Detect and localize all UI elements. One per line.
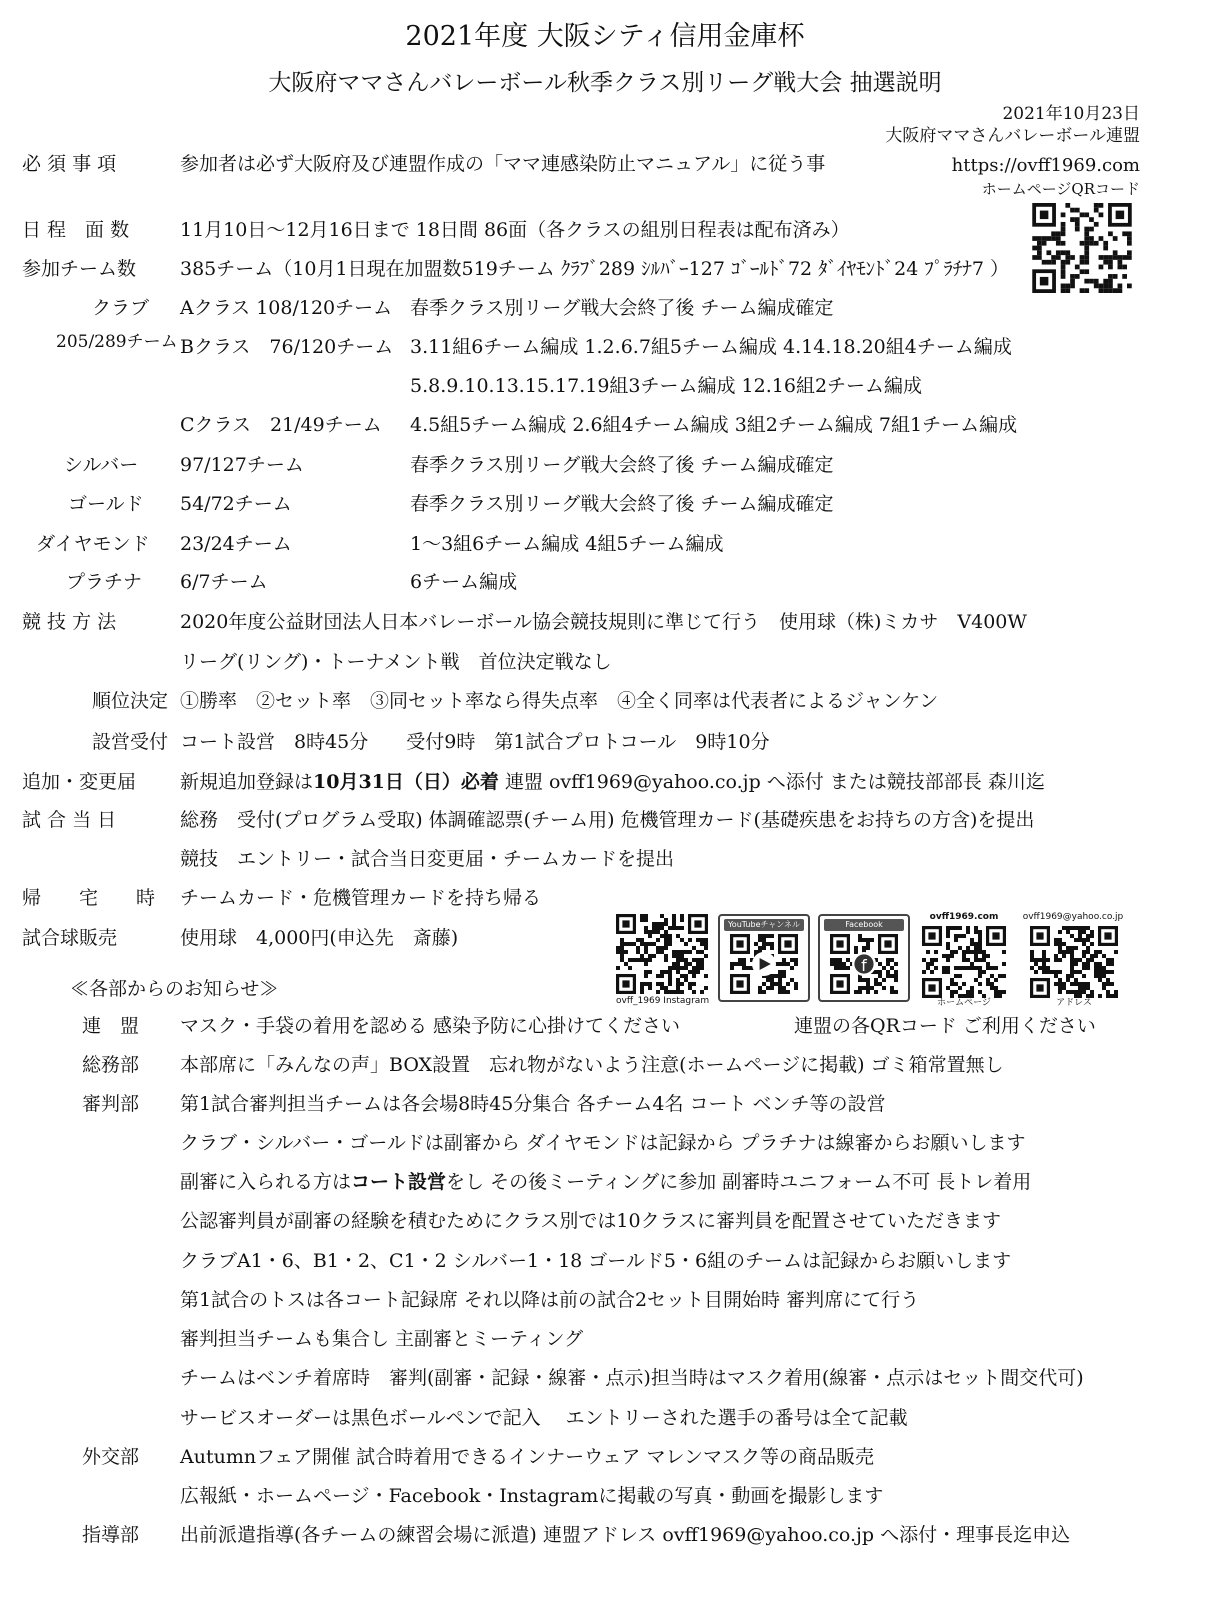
homepage-qr-code-2[interactable] [922, 926, 1006, 998]
b-class: Bクラス 76/120チーム [180, 336, 394, 358]
issue-date: 2021年10月23日 [1002, 104, 1140, 124]
notice-header: ≪各部からのお知らせ≫ [70, 978, 279, 1000]
additions-text: 新規追加登録は10月31日（日）必着 連盟 ovff1969@yahoo.co.jp へ添付 または競技部部長 森川迄 [180, 771, 1045, 793]
b-class-detail-1: 3.11組6チーム編成 1.2.6.7組5チーム編成 4.14.18.20組4チーム編成 [410, 336, 1012, 358]
required-text: 参加者は必ず大阪府及び連盟作成の「ママ連感染防止マニュアル」に従う事 [180, 153, 826, 175]
page-subtitle: 大阪府ママさんバレーボール秋季クラス別リーグ戦大会 抽選説明 [268, 70, 942, 96]
coaching-text: 出前派遣指導(各チームの練習会場に派遣) 連盟アドレス ovff1969@yahoo.co.jp へ添付・理事長迄申込 [180, 1524, 1071, 1546]
referee-line-7: 審判担当チームも集合し 主副審とミーティング [180, 1328, 584, 1350]
method-line-2: リーグ(リング)・トーナメント戦 首位決定戦なし [180, 651, 612, 673]
page-title: 2021年度 大阪シティ信用金庫杯 [405, 21, 805, 52]
matchday-line-1: 総務 受付(プログラム受取) 体調確認票(チーム用) 危機管理カード(基礎疾患をお持ちの方含)を提出 [180, 809, 1035, 831]
additions-label: 追加・変更届 [22, 771, 137, 793]
setup-label: 設営受付 [92, 731, 169, 753]
required-label: 必 須 事 項 [22, 153, 117, 175]
teams-text: 385チーム（10月1日現在加盟数519チーム ｸﾗﾌﾞ289 ｼﾙﾊﾞｰ127 ｺﾞｰﾙﾄﾞ72 ﾀﾞｲﾔﾓﾝﾄﾞ24 ﾌﾟﾗﾁﾅ7 ） [180, 258, 1010, 280]
homepage-qr-code[interactable] [1032, 203, 1132, 293]
referee-line-1: 第1試合審判担当チームは各会場8時45分集合 各チーム4名 コート ベンチ等の設営 [180, 1093, 886, 1115]
referee-line-5: クラブA1・6、B1・2、C1・2 シルバー1・18 ゴールド5・6組のチームは記録からお願いします [180, 1250, 1012, 1272]
external-line-1: Autumnフェア開催 試合時着用できるインナーウェア マレンマスク等の商品販売 [180, 1446, 874, 1468]
a-class: Aクラス 108/120チーム [180, 297, 393, 319]
return-text: チームカード・危機管理カードを持ち帰る [180, 887, 542, 909]
facebook-head: Facebook [824, 919, 904, 931]
instagram-caption: ovff_1969 Instagram [616, 996, 710, 1006]
facebook-qr-card[interactable] [818, 914, 910, 1002]
teams-label: 参加チーム数 [22, 258, 137, 280]
ball-sales-label: 試合球販売 [22, 927, 118, 949]
coaching-label: 指導部 [82, 1524, 140, 1546]
federation-qr-text: 連盟の各QRコード ご利用ください [794, 1015, 1096, 1037]
qr-caption: ホームページQRコード [981, 180, 1140, 198]
diamond-detail: 1～3組6チーム編成 4組5チーム編成 [410, 533, 724, 555]
matchday-label: 試 合 当 日 [22, 809, 117, 831]
platinum-label: プラチナ [66, 571, 143, 593]
diamond-label: ダイヤモンド [36, 533, 150, 555]
federation-text: マスク・手袋の着用を認める 感染予防に心掛けてください [180, 1015, 681, 1037]
silver-detail: 春季クラス別リーグ戦大会終了後 チーム編成確定 [410, 454, 834, 476]
referee-line-9: サービスオーダーは黒色ボールペンで記入 エントリーされた選手の番号は全て記載 [180, 1407, 908, 1429]
ball-sales-text: 使用球 4,000円(申込先 斎藤) [180, 927, 459, 949]
general-affairs-text: 本部席に「みんなの声」BOX設置 忘れ物がないよう注意(ホームページに掲載) ゴミ箱常置無し [180, 1054, 1004, 1076]
website-url[interactable]: https://ovff1969.com [951, 155, 1140, 176]
general-affairs-label: 総務部 [82, 1054, 140, 1076]
svg-text:f: f [861, 956, 867, 976]
referee-label: 審判部 [82, 1093, 140, 1115]
gold-detail: 春季クラス別リーグ戦大会終了後 チーム編成確定 [410, 493, 834, 515]
mail-qr-code[interactable] [1030, 926, 1118, 998]
method-label: 競 技 方 法 [22, 611, 117, 633]
b-class-detail-2: 5.8.9.10.13.15.17.19組3チーム編成 12.16組2チーム編成 [410, 375, 923, 397]
referee-line-8: チームはベンチ着席時 審判(副審・記録・線審・点示)担当時はマスク着用(線審・点示はセット間交代可) [180, 1367, 1084, 1389]
gold-count: 54/72チーム [180, 493, 292, 515]
diamond-count: 23/24チーム [180, 533, 292, 555]
schedule-text: 11月10日～12月16日まで 18日間 86面（各クラスの組別日程表は配布済み） [180, 219, 850, 241]
a-class-detail: 春季クラス別リーグ戦大会終了後 チーム編成確定 [410, 297, 834, 319]
youtube-head: YouTubeチャンネル [724, 919, 804, 931]
c-class: Cクラス 21/49チーム [180, 414, 382, 436]
referee-line-2: クラブ・シルバー・ゴールドは副審から ダイヤモンドは記録から プラチナは線審からお願いします [180, 1132, 1026, 1154]
silver-label: シルバー [64, 454, 139, 476]
platinum-detail: 6チーム編成 [410, 571, 518, 593]
homepage-qr-caption: ホームページ [937, 998, 991, 1008]
youtube-qr-card[interactable] [718, 914, 810, 1002]
ranking-text: ①勝率 ②セット率 ③同セット率なら得失点率 ④全く同率は代表者によるジャンケン [180, 690, 939, 712]
matchday-line-2: 競技 エントリー・試合当日変更届・チームカードを提出 [180, 848, 675, 870]
referee-line-6: 第1試合のトスは各コート記録席 それ以降は前の試合2セット目開始時 審判席にて行う [180, 1289, 920, 1311]
method-line-1: 2020年度公益財団法人日本バレーボール協会競技規則に準じて行う 使用球（株)ミカサ V400W [180, 611, 1027, 633]
deadline-date: 10月31日（日）必着 [313, 771, 499, 793]
mail-qr-caption: アドレス [1056, 998, 1092, 1008]
mail-qr-head: ovff1969@yahoo.co.jp [1022, 912, 1124, 922]
c-class-detail: 4.5組5チーム編成 2.6組4チーム編成 3組2チーム編成 7組1チーム編成 [410, 414, 1018, 436]
club-label: クラブ [92, 297, 150, 319]
federation-label: 連 盟 [82, 1015, 140, 1037]
platinum-count: 6/7チーム [180, 571, 268, 593]
schedule-label: 日 程 面 数 [22, 219, 130, 241]
instagram-qr-code[interactable] [616, 914, 708, 994]
referee-line-3: 副審に入られる方はコート設営をし その後ミーティングに参加 副審時ユニフォーム不可 長トレ着用 [180, 1171, 1032, 1193]
external-line-2: 広報紙・ホームページ・Facebook・Instagramに掲載の写真・動画を撮影します [180, 1485, 884, 1507]
organization-name: 大阪府ママさんバレーボール連盟 [885, 126, 1140, 146]
facebook-qr-code [830, 934, 898, 994]
gold-label: ゴールド [68, 493, 144, 515]
external-label: 外交部 [82, 1446, 140, 1468]
referee-line-4: 公認審判員が副審の経験を積むためにクラス別では10クラスに審判員を配置させていただきます [180, 1210, 1002, 1232]
return-label: 帰 宅 時 [22, 887, 156, 909]
silver-count: 97/127チーム [180, 454, 304, 476]
ranking-label: 順位決定 [92, 690, 169, 712]
setup-text: コート設営 8時45分 受付9時 第1試合プロトコール 9時10分 [180, 731, 770, 753]
club-count: 205/289チーム [56, 332, 178, 352]
youtube-qr-code [730, 934, 798, 994]
homepage-qr-head: ovff1969.com [929, 912, 999, 922]
